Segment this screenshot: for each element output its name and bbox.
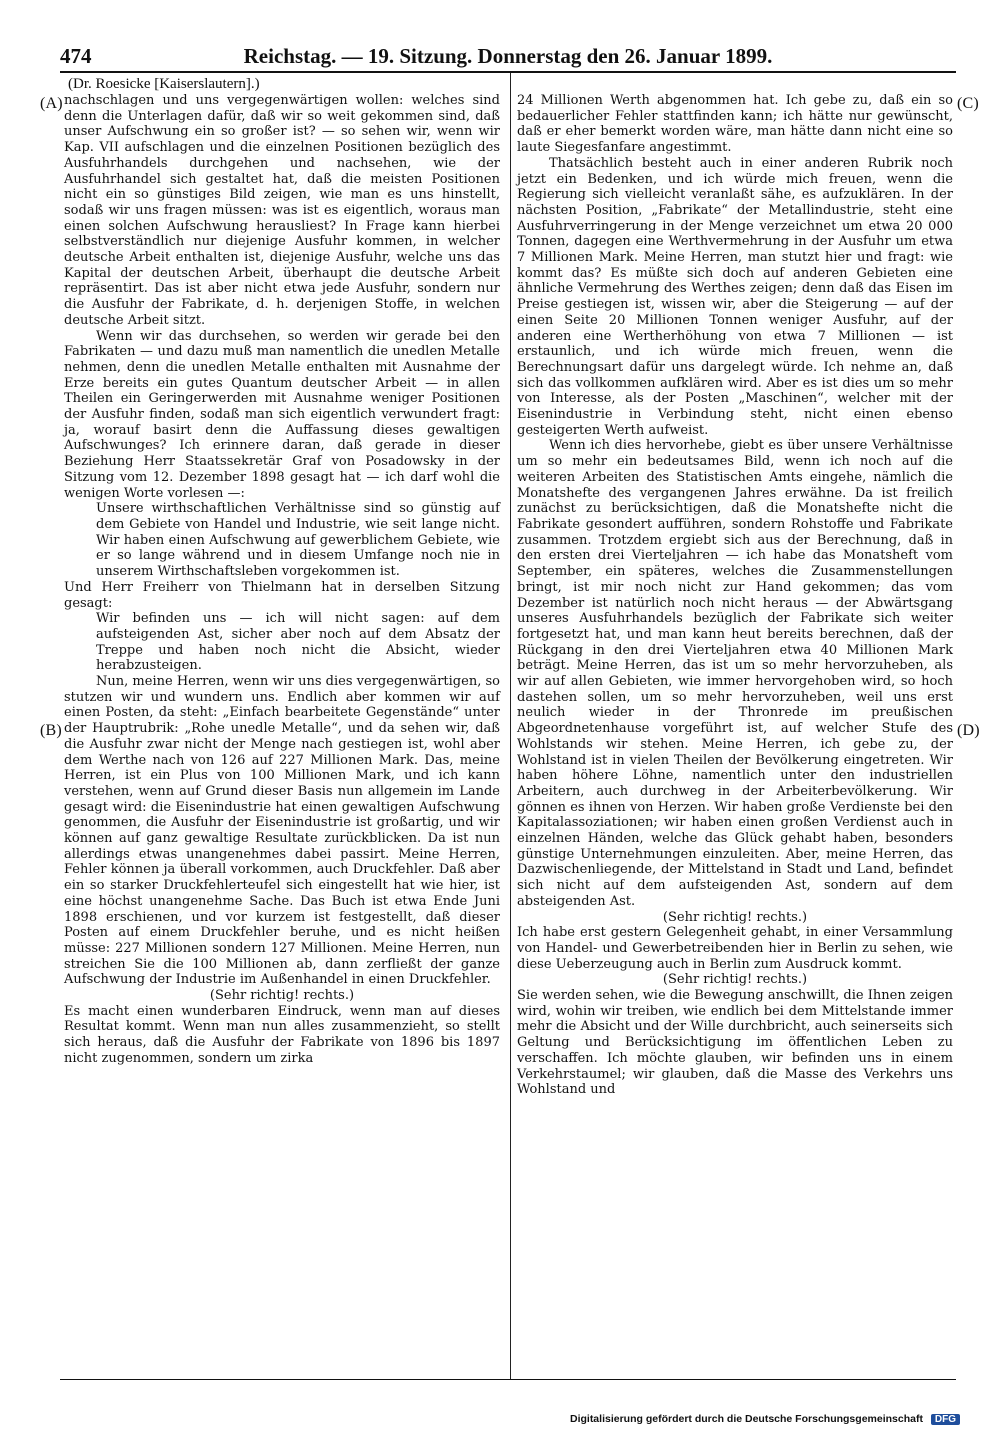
paragraph: Thatsächlich besteht auch in einer anderen Rubrik noch jetzt ein Bedenken, und ich würde mich freuen, wenn die Regierung sich vielleicht veranlaßt sähe, es aufzuklären. In der nächsten Position, „Fabrikate“ der Metallindustrie, steht eine Ausfuhrverringerung in der Menge verzeichnet um etwa 20 000 Tonnen, dagegen eine Werthvermehrung in der Ausfuhr um etwa 7 Millionen Mark. Meine Herren, man stutzt hier und fragt: wie kommt das? Es müßte sich doch auf anderen Gebieten eine ähnliche Vermehrung des Werthes zeigen; denn daß das Eisen im Preise gestiegen ist, wissen wir, aber die Steigerung — auf der einen Seite 20 Millionen Tonnen weniger Ausfuhr, auf der anderen eine Wertherhöhung von etwa 7 Millionen — ist erstaunlich, und ich würde mich freuen, wenn die Berechnungsart dafür uns dargelegt würde. Ich nehme an, daß sich das vollkommen aufklären wird. Aber es ist dies um so mehr von Interesse, als der Posten „Maschinen“, welcher mit der Eisenindustrie in Verbindung steht, nicht einen ebenso gesteigerten Werth aufweist. <box>517 155 953 438</box>
paragraph: Sie werden sehen, wie die Bewegung anschwillt, die Ihnen zeigen wird, wohin wir treiben, wie endlich bei dem Mittelstande immer mehr die Absicht und der Wille durchbricht, auch seinerseits sich Geltung und Berücksichtigung im öffentlichen Leben zu verschaffen. Ich möchte glauben, wir befinden uns in einem Verkehrstaumel; wir glauben, daß die Masse des Verkehrs uns Wohlstand und <box>517 988 953 1098</box>
margin-marker-a: (A) <box>40 95 63 112</box>
quotation-text: Unsere wirthschaftlichen Verhältnisse sind so günstig auf dem Gebiete von Handel und Industrie, wie seit lange nicht. Wir haben einen Aufschwung auf gewerblichem Gebiete, wie er so lange während und in diesem Umfange noch nie in unserem Wirthschaftsleben vorgekommen ist. <box>96 501 500 580</box>
interjection: (Sehr richtig! rechts.) <box>662 972 808 988</box>
margin-marker-d: (D) <box>957 722 980 739</box>
running-head: Reichstag. — 19. Sitzung. Donnerstag den 26. Januar 1899. <box>243 44 773 68</box>
margin-marker-b: (B) <box>40 722 62 739</box>
page-header <box>60 44 956 70</box>
paragraph: Und Herr Freiherr von Thielmann hat in derselben Sitzung gesagt: <box>64 579 500 611</box>
paragraph: 24 Millionen Werth abgenommen hat. Ich gebe zu, daß ein so bedauerlicher Fehler stattfinden kann; ich hätte nur gewünscht, daß er eher bemerkt worden wäre, man hätte dann nicht eine so laute Siegesfanfare angestimmt. <box>517 93 953 156</box>
quotation <box>96 611 500 674</box>
paragraph: nachschlagen und uns vergegenwärtigen wollen: welches sind denn die Unterlagen dafür, daß wir so weit gekommen sind, daß unser Aufschwung ein so großer ist? — so sehen wir, wenn wir Kap. VII aufschlagen und die einzelnen Positionen bezüglich des Ausfuhrhandels durchgehen und nachsehen, wie der Ausfuhrhandel sich gestaltet hat, daß die meisten Positionen nicht ein so günstiges Bild zeigen, wie man es uns hinstellt, sodaß wir uns fragen müssen: was ist es eigentlich, woraus man einen solchen Aufschwung herausliest? In Frage kann hierbei selbstverständlich nur diejenige Ausfuhr kommen, in welcher deutsche Arbeit enthalten ist, diejenige Ausfuhr, welche uns das Kapital der deutschen Arbeit, überhaupt die deutsche Arbeit repräsentirt. Das ist aber nicht etwa jede Ausfuhr, sondern nur die Ausfuhr der Fabrikate, d. h. derjenigen Stoffe, in welchen deutsche Arbeit sitzt. <box>64 93 500 328</box>
paragraph: Es macht einen wunderbaren Eindruck, wenn man auf dieses Resultat kommt. Wenn man nun alles zusammenzieht, so stellt sich heraus, daß die Ausfuhr der Fabrikate von 1896 bis 1897 nicht zugenommen, sondern um zirka <box>64 1003 500 1066</box>
dfg-logo: DFG <box>931 1414 960 1425</box>
quotation-text: Wir befinden uns — ich will nicht sagen: auf dem aufsteigenden Ast, sicher aber noch auf dem Absatz der Treppe und haben noch nicht die Absicht, wieder herabzusteigen. <box>96 611 500 674</box>
column-divider <box>510 73 511 1379</box>
footer-rule <box>60 1379 956 1380</box>
quotation <box>96 501 500 580</box>
page-number: 474 <box>60 44 92 68</box>
header-rule <box>60 71 956 73</box>
footer-text: Digitalisierung gefördert durch die Deutsche Forschungsgemeinschaft <box>569 1413 923 1425</box>
footer-credit <box>570 1413 960 1425</box>
interjection: (Sehr richtig! rechts.) <box>209 988 355 1004</box>
paragraph: Nun, meine Herren, wenn wir uns dies vergegenwärtigen, so stutzen wir und wundern uns. Endlich aber kommen wir auf einen Posten, da steht: „Einfach bearbeitete Gegenstände“ unter der Hauptrubrik: „Rohe unedle Metalle“, und da sehen wir, daß die Ausfuhr zwar nicht der Menge nach gestiegen ist, wohl aber dem Werthe nach von 126 auf 227 Millionen Mark. Das, meine Herren, ist ein Plus von 100 Millionen Mark, und ich kann verstehen, wenn auf Grund dieser Basis nun allgemein im Lande gesagt wird: die Eisenindustrie hat einen gewaltigen Aufschwung genommen, die Ausfuhr der Eisenindustrie ist großartig, und wir können auf ganz gewaltige Resultate zurückblicken. Da ist nun allerdings etwas unangenehmes dabei passirt. Meine Herren, Fehler können ja überall vorkommen, auch Druckfehler. Daß aber ein so starker Druckfehlerteufel sich eingestellt hat wie hier, ist eine höchst unangenehme Sache. Das Buch ist etwa Ende Juni 1898 erschienen, und vor kurzem ist festgestellt, daß dieser Posten auf einem Druckfehler beruhe, und es nicht heißen müsse: 227 Millionen sondern 127 Millionen. Meine Herren, nun streichen Sie die 100 Millionen ab, dann zerfließt der ganze Aufschwung der Industrie im Außenhandel in einen Druckfehler. <box>64 674 500 988</box>
right-column <box>517 93 953 1098</box>
interjection: (Sehr richtig! rechts.) <box>662 909 808 925</box>
margin-marker-c: (C) <box>957 95 979 112</box>
left-column <box>64 93 500 1067</box>
speaker-label: (Dr. Roesicke [Kaiserslautern].) <box>68 76 260 92</box>
paragraph: Wenn wir das durchsehen, so werden wir gerade bei den Fabrikaten — und dazu muß man namentlich die unedlen Metalle nehmen, denn die unedlen Metalle enthalten mit Ausnahme der Erze bereits ein gutes Quantum deutscher Arbeit — in allen Theilen ein Geringerwerden mit Ausnahme weniger Positionen der Ausfuhr finden, sodaß man sich eigentlich verwundert fragt: ja, worauf basirt denn die Auffassung dieses gewaltigen Aufschwunges? Ich erinnere daran, daß gerade in dieser Beziehung Herr Staatssekretär Graf von Posadowsky in der Sitzung vom 12. Dezember 1898 gesagt hat — ich darf wohl die wenigen Worte vorlesen —: <box>64 328 500 501</box>
paragraph: Ich habe erst gestern Gelegenheit gehabt, in einer Versammlung von Handel- und Gewerbetreibenden hier in Berlin zu sehen, wie diese Ueberzeugung auch in Berlin zum Ausdruck kommt. <box>517 925 953 972</box>
paragraph: Wenn ich dies hervorhebe, giebt es über unsere Verhältnisse um so mehr ein bedeutsames Bild, wenn ich noch auf die weiteren Arbeiten des Statistischen Amts eingehe, nämlich die Monatshefte des vergangenen Jahres erwähne. Da ist freilich zunächst zu berücksichtigen, daß die Monatshefte nicht die Fabrikate gesondert aufführen, sondern Rohstoffe und Fabrikate zusammen. Trotzdem ergiebt sich aus der Berechnung, daß in den ersten drei Vierteljahren — ich habe das Monatsheft vom September, ein späteres, welches die Zusammenstellungen bringt, ist mir noch nicht zur Hand gekommen; das vom Dezember ist natürlich noch nicht heraus — der Abwärtsgang unseres Ausfuhrhandels bezüglich der Fabrikate sich weiter fortgesetzt hat, und man kann heut bereits berechnen, daß der Rückgang in den drei Vierteljahren etwa 40 Millionen Mark beträgt. Meine Herren, das ist um so mehr hervorzuheben, als wir auf allen Gebieten, wie immer hervorgehoben wird, so hoch dastehen sollen, um so mehr hervorzuheben, weil uns erst neulich wieder in der Thronrede im preußischen Abgeordnetenhause vorgeführt ist, auf welcher Stufe des Wohlstands wir stehen. Meine Herren, ich gebe zu, der Wohlstand ist in vielen Theilen der Bevölkerung eingetreten. Wir haben höhere Löhne, namentlich unter den industriellen Arbeitern, auch durchweg in der Arbeiterbevölkerung. Wir gönnen es ihnen von Herzen. Wir haben große Verdienste bei den Kapitalassoziationen; wir haben einen großen Verdienst auch in einzelnen Händen, welche das Glück gehabt haben, besonders günstige Unternehmungen einzuleiten. Aber, meine Herren, das Dazwischenliegende, der Mittelstand in Stadt und Land, befindet sich nicht auf dem aufsteigenden Ast, sondern auf dem absteigenden Ast. <box>517 438 953 909</box>
